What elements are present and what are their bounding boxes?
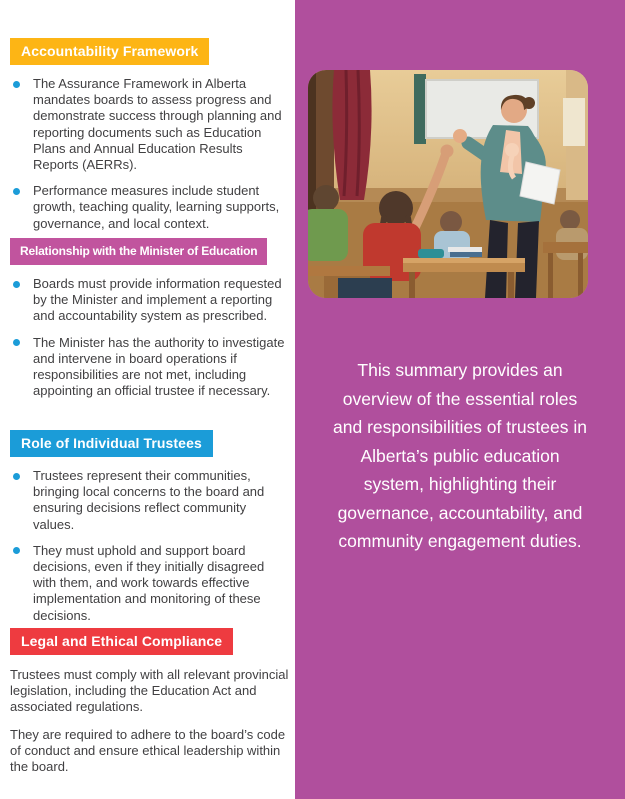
bullet-dot-icon <box>13 473 20 480</box>
paragraph-text: Trustees must comply with all relevant provincial legislation, including the Education Act and associated regulations. <box>10 667 289 715</box>
bullet-dot-icon <box>13 281 20 288</box>
section-header-legal: Legal and Ethical Compliance <box>10 628 233 655</box>
bullet-item <box>10 276 288 325</box>
classroom-photo <box>308 70 588 298</box>
bullet-item <box>10 76 288 173</box>
bullet-item <box>10 183 288 232</box>
bullet-dot-icon <box>13 547 20 554</box>
paragraph-text: They are required to adhere to the board’s code of conduct and ensure ethical leadership within the board. <box>10 726 286 775</box>
bullet-item <box>10 468 288 533</box>
bullet-list <box>10 76 295 232</box>
bullet-item <box>10 543 288 624</box>
bullet-dot-icon <box>13 81 20 88</box>
section-minister-relationship <box>10 238 295 409</box>
section-header-minister: Relationship with the Minister of Education <box>10 238 267 265</box>
section-header-accountability: Accountability Framework <box>10 38 209 65</box>
paragraph-group <box>10 667 294 775</box>
bullet-list <box>10 468 295 624</box>
bullet-text: Boards must provide information requested by the Minister and implement a reporting and accountability system as prescribed. <box>33 276 282 324</box>
section-header-trustees: Role of Individual Trustees <box>10 430 213 457</box>
section-legal-compliance <box>10 628 295 786</box>
bullet-text: Trustees represent their communities, bringing local concerns to the board and ensuring decisions reflect community values. <box>33 468 265 532</box>
section-accountability-framework <box>10 38 295 242</box>
bullet-text: The Minister has the authority to investigate and intervene in board operations if responsibilities are not met, including appointing an official trustee if necessary. <box>33 334 285 399</box>
bullet-item <box>10 335 288 400</box>
content-column <box>10 0 295 799</box>
section-individual-trustees <box>10 430 295 634</box>
bullet-text: They must uphold and support board decisions, even if they initially disagreed with them, and work towards effective implementation and monitoring of these decisions. <box>33 542 265 623</box>
summary-panel <box>295 0 625 799</box>
bullet-list <box>10 276 295 399</box>
bullet-dot-icon <box>13 339 20 346</box>
bullet-text: The Assurance Framework in Alberta mandates boards to assess progress and demonstrate success through planning and reporting documents such as Education Plans and Annual Education Results Reports (AERRs). <box>33 76 282 173</box>
summary-text: This summary provides an overview of the essential roles and responsibilities of trustees in Alberta’s public education system, highlighting their governance, accountability, and community engagement duties. <box>333 360 587 551</box>
bullet-text: Performance measures include student growth, teaching quality, learning supports, governance, and local context. <box>33 183 280 231</box>
bullet-dot-icon <box>13 188 20 195</box>
